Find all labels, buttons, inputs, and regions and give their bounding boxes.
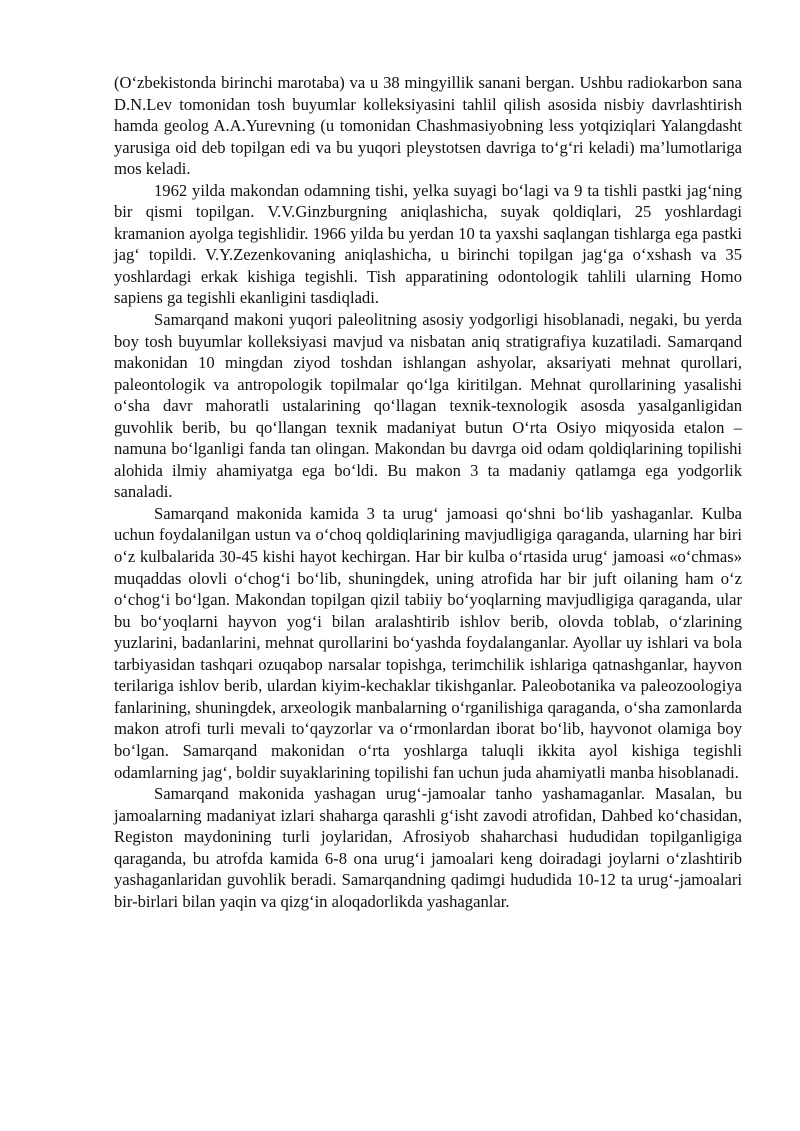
paragraph-neighbouring-settlements: Samarqand makonida yashagan urug‘-jamoalar tanho yashamaganlar. Masalan, bu jamoalarning madaniyat izlari shaharga qarashli g‘isht zavodi atrofidan, Dahbed ko‘chasidan, Registon maydonining turli joylaridan, Afrosiyob shaharchasi hududidan topilganligiga qaraganda, bu atrofda kamida 6-8 ona urug‘i jamoalari keng doiradagi joylarni o‘zlashtirib yashaganlaridan guvohlik beradi. Samarqandning qadimgi hududida 10-12 ta urug‘-jamoalari bir-birlari bilan yaqin va qizg‘in aloqadorlikda yashaganlar. [114,784,742,911]
document-page [114,72,742,912]
paragraph-jaw-findings: 1962 yilda makondan odamning tishi, yelka suyagi bo‘lagi va 9 ta tishli pastki jag‘ning bir qismi topilgan. V.V.Ginzburgning aniqlashicha, suyak qoldiqlari, 25 yoshlardagi kramanion ayolga tegishlidir. 1966 yilda bu yerdan 10 ta yaxshi saqlangan tishlarga ega pastki jag‘ topildi. V.Y.Zezenkovaning aniqlashicha, u birinchi topilgan jag‘ga o‘xshash va 35 yoshlardagi erkak kishiga tegishli. Tish apparatining odontologik tahlili ularning Homo sapiens ga tegishli ekanligini tasdiqladi. [114,180,742,308]
paragraph-continuation: (O‘zbekistonda birinchi marotaba) va u 38 mingyillik sanani bergan. Ushbu radiokarbon sana D.N.Lev tomonidan tosh buyumlar kolleksiyasini tahlil qilish asosida nisbiy davrlashtirish hamda geolog A.A.Yurevning (u tomonidan Chashmasiyobning less yotqiziqlari Yalangdasht yarusiga oid deb topilgan edi va bu yuqori pleystotsen davriga to‘g‘ri keladi) ma’lumotlariga mos keladi. [114,73,742,179]
paragraph-samarqand-site: Samarqand makoni yuqori paleolitning asosiy yodgorligi hisoblanadi, negaki, bu yerda boy tosh buyumlar kolleksiyasi mavjud va nisbatan aniq stratigrafiya kuzatiladi. Samarqand makonidan 10 mingdan ziyod toshdan ishlangan ashyolar, aksariyati mehnat qurollari, paleontologik va antropologik topilmalar qo‘lga kiritilgan. Mehnat qurollarining yasalishi o‘sha davr mahoratli ustalarining qo‘llagan texnik-texnologik asosda yasalganligidan guvohlik berib, bu qo‘llangan texnik madaniyat butun O‘rta Osiyo miqyosida etalon – namuna bo‘lganligi fanda tan olingan. Makondan bu davrga oid odam qoldiqlarining topilishi alohida ilmiy ahamiyatga ega bo‘ldi. Bu makon 3 ta madaniy qatlamga ega yodgorlik sanaladi. [114,310,742,502]
paragraph-clan-communities: Samarqand makonida kamida 3 ta urug‘ jamoasi qo‘shni bo‘lib yashaganlar. Kulba uchun foydalanilgan ustun va o‘choq qoldiqlarining mavjudligiga qaraganda, ularning har biri o‘z kulbalarida 30-45 kishi hayot kechirgan. Har bir kulba o‘rtasida urug‘ jamoasi «o‘chmas» muqaddas olovli o‘chog‘i bo‘lib, shuningdek, uning atrofida har bir juft oilaning ham o‘z o‘chog‘i bo‘lgan. Makondan topilgan qizil tabiiy bo‘yoqlarning mavjudligiga qaraganda, ular bu bo‘yoqlarni hayvon yog‘i bilan aralashtirib ishlov berib, olovda toblab, o‘zlarining yuzlarini, badanlarini, mehnat qurollarini bo‘yashda foydalanganlar. Ayollar uy ishlari va bola tarbiyasidan tashqari ozuqabop narsalar topishga, terimchilik ishlariga qatnashganlar, hayvon terilariga ishlov berib, ulardan kiyim-kechaklar tikishganlar. Paleobotanika va paleozoologiya fanlarining, shuningdek, arxeologik manbalarning o‘rganilishiga qaraganda, o‘sha zamonlarda makon atrofi turli mevali to‘qayzorlar va o‘rmonlardan iborat bo‘lib, hayvonot olamiga boy bo‘lgan. Samarqand makonidan o‘rta yoshlarga taluqli ikkita ayol kishiga tegishli odamlarning jag‘, boldir suyaklarining topilishi fan uchun juda ahamiyatli manba hisoblanadi. [114,503,742,782]
